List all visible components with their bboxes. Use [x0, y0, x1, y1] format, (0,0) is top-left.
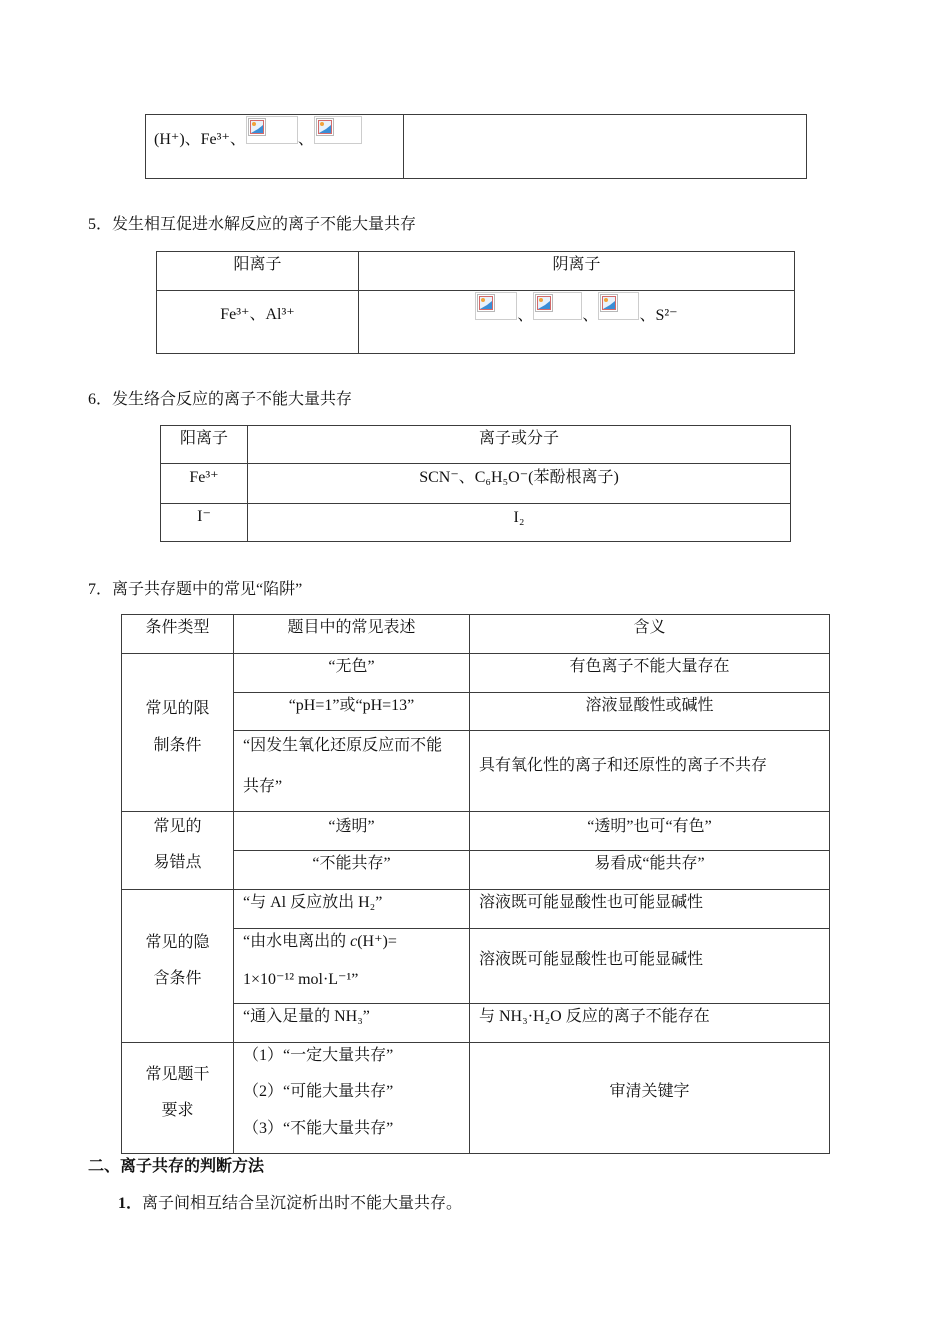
group-label-pitfalls: [122, 812, 234, 890]
top-table: [145, 114, 807, 179]
header-cation: 阳离子: [161, 426, 248, 464]
group-label-line: 要求: [161, 1102, 194, 1119]
section7-heading: 7．离子共存题中的常见“陷阱”: [88, 581, 303, 598]
broken-image-icon: [475, 292, 517, 320]
cation-cell: Fe³⁺、Al³⁺: [157, 291, 359, 354]
group-label-line: 常见的隐: [145, 934, 210, 951]
table-row: [122, 890, 830, 929]
empty-cell: [404, 115, 807, 179]
complex-table: [160, 425, 791, 542]
item-number: 1．: [118, 1195, 143, 1212]
group-label-line: 常见题干: [145, 1066, 210, 1083]
group-label-line: 常见的: [153, 818, 202, 835]
expression-line: （3）“不能大量共存”: [243, 1120, 394, 1137]
table-row: [122, 654, 830, 693]
expression-line: “因发生氧化还原反应而不能: [243, 737, 443, 754]
header-condition-type: 条件类型: [122, 615, 234, 654]
expression-line: 共存”: [243, 778, 283, 795]
group-label-requirements: [122, 1043, 234, 1154]
table-row: [161, 464, 791, 504]
ion-list-text: (H⁺)、Fe³⁺、: [154, 131, 246, 148]
broken-image-icon: [246, 116, 298, 144]
species-cell: SCN⁻、C₆H₅O⁻(苯酚根离子): [248, 464, 791, 504]
italic-variable: c: [350, 933, 358, 950]
expression-line: [243, 929, 465, 967]
anion-tail-text: 、S²⁻: [639, 307, 678, 324]
meaning-cell: 具有氧化性的离子和还原性的离子不共存: [470, 731, 830, 812]
table-header-row: [157, 252, 795, 291]
group-label-line: 制条件: [153, 737, 202, 754]
expression-prefix: “由水电离出的: [243, 933, 351, 950]
expression-cell: “通入足量的 NH₃”: [234, 1004, 470, 1043]
hydrolysis-table: [156, 251, 795, 354]
expression-suffix: (H⁺)=: [357, 933, 397, 950]
species-cell: I₂: [248, 504, 791, 542]
group-label-restrictions: [122, 654, 234, 812]
group-label-line: 常见的限: [145, 700, 210, 717]
group-label-line: 易错点: [153, 854, 202, 871]
expression-cell: “无色”: [234, 654, 470, 693]
ion-list-cell: [146, 115, 404, 179]
part2-heading: 二、离子共存的判断方法: [88, 1158, 265, 1175]
section5-heading: 5．发生相互促进水解反应的离子不能大量共存: [88, 216, 417, 233]
table-row: [157, 291, 795, 354]
group-label-line: 含条件: [153, 970, 202, 987]
broken-image-icon: [598, 292, 639, 320]
separator-text: 、: [297, 131, 314, 148]
meaning-cell: “透明”也可“有色”: [470, 812, 830, 851]
meaning-cell: 溶液既可能显酸性也可能显碱性: [470, 929, 830, 1004]
traps-table: [121, 614, 830, 1154]
section6-heading: 6．发生络合反应的离子不能大量共存: [88, 391, 353, 408]
expression-line: （2）“可能大量共存”: [243, 1083, 394, 1100]
meaning-cell: 与 NH₃·H₂O 反应的离子不能存在: [470, 1004, 830, 1043]
item-text: 离子间相互结合呈沉淀析出时不能大量共存。: [142, 1195, 463, 1212]
header-anion: 阴离子: [359, 252, 795, 291]
table-header-row: [122, 615, 830, 654]
meaning-cell: 易看成“能共存”: [470, 851, 830, 890]
expression-line: （1）“一定大量共存”: [243, 1047, 394, 1064]
table-row: [122, 1043, 830, 1154]
meaning-cell: 有色离子不能大量存在: [470, 654, 830, 693]
expression-line: 1×10⁻¹² mol·L⁻¹”: [243, 971, 359, 988]
separator-text: 、: [582, 307, 599, 324]
header-expression: 题目中的常见表述: [234, 615, 470, 654]
broken-image-icon: [314, 116, 362, 144]
expression-cell: [234, 929, 470, 1004]
table-row: [161, 504, 791, 542]
cation-cell: I⁻: [161, 504, 248, 542]
part2-item-1: [118, 1192, 462, 1216]
group-label-implicit: [122, 890, 234, 1043]
expression-cell: “与 Al 反应放出 H₂”: [234, 890, 470, 929]
expression-cell: [234, 731, 470, 812]
table-row: [146, 115, 807, 179]
table-row: [122, 812, 830, 851]
table-header-row: [161, 426, 791, 464]
meaning-cell: 审清关键字: [470, 1043, 830, 1154]
expression-cell: “透明”: [234, 812, 470, 851]
expression-cell: [234, 1043, 470, 1154]
meaning-cell: 溶液既可能显酸性也可能显碱性: [470, 890, 830, 929]
header-species: 离子或分子: [248, 426, 791, 464]
meaning-cell: 溶液显酸性或碱性: [470, 693, 830, 731]
separator-text: 、: [517, 307, 534, 324]
anion-cell: [359, 291, 795, 354]
header-meaning: 含义: [470, 615, 830, 654]
expression-cell: “pH=1”或“pH=13”: [234, 693, 470, 731]
expression-cell: “不能共存”: [234, 851, 470, 890]
broken-image-icon: [533, 292, 582, 320]
header-cation: 阳离子: [157, 252, 359, 291]
cation-cell: Fe³⁺: [161, 464, 248, 504]
